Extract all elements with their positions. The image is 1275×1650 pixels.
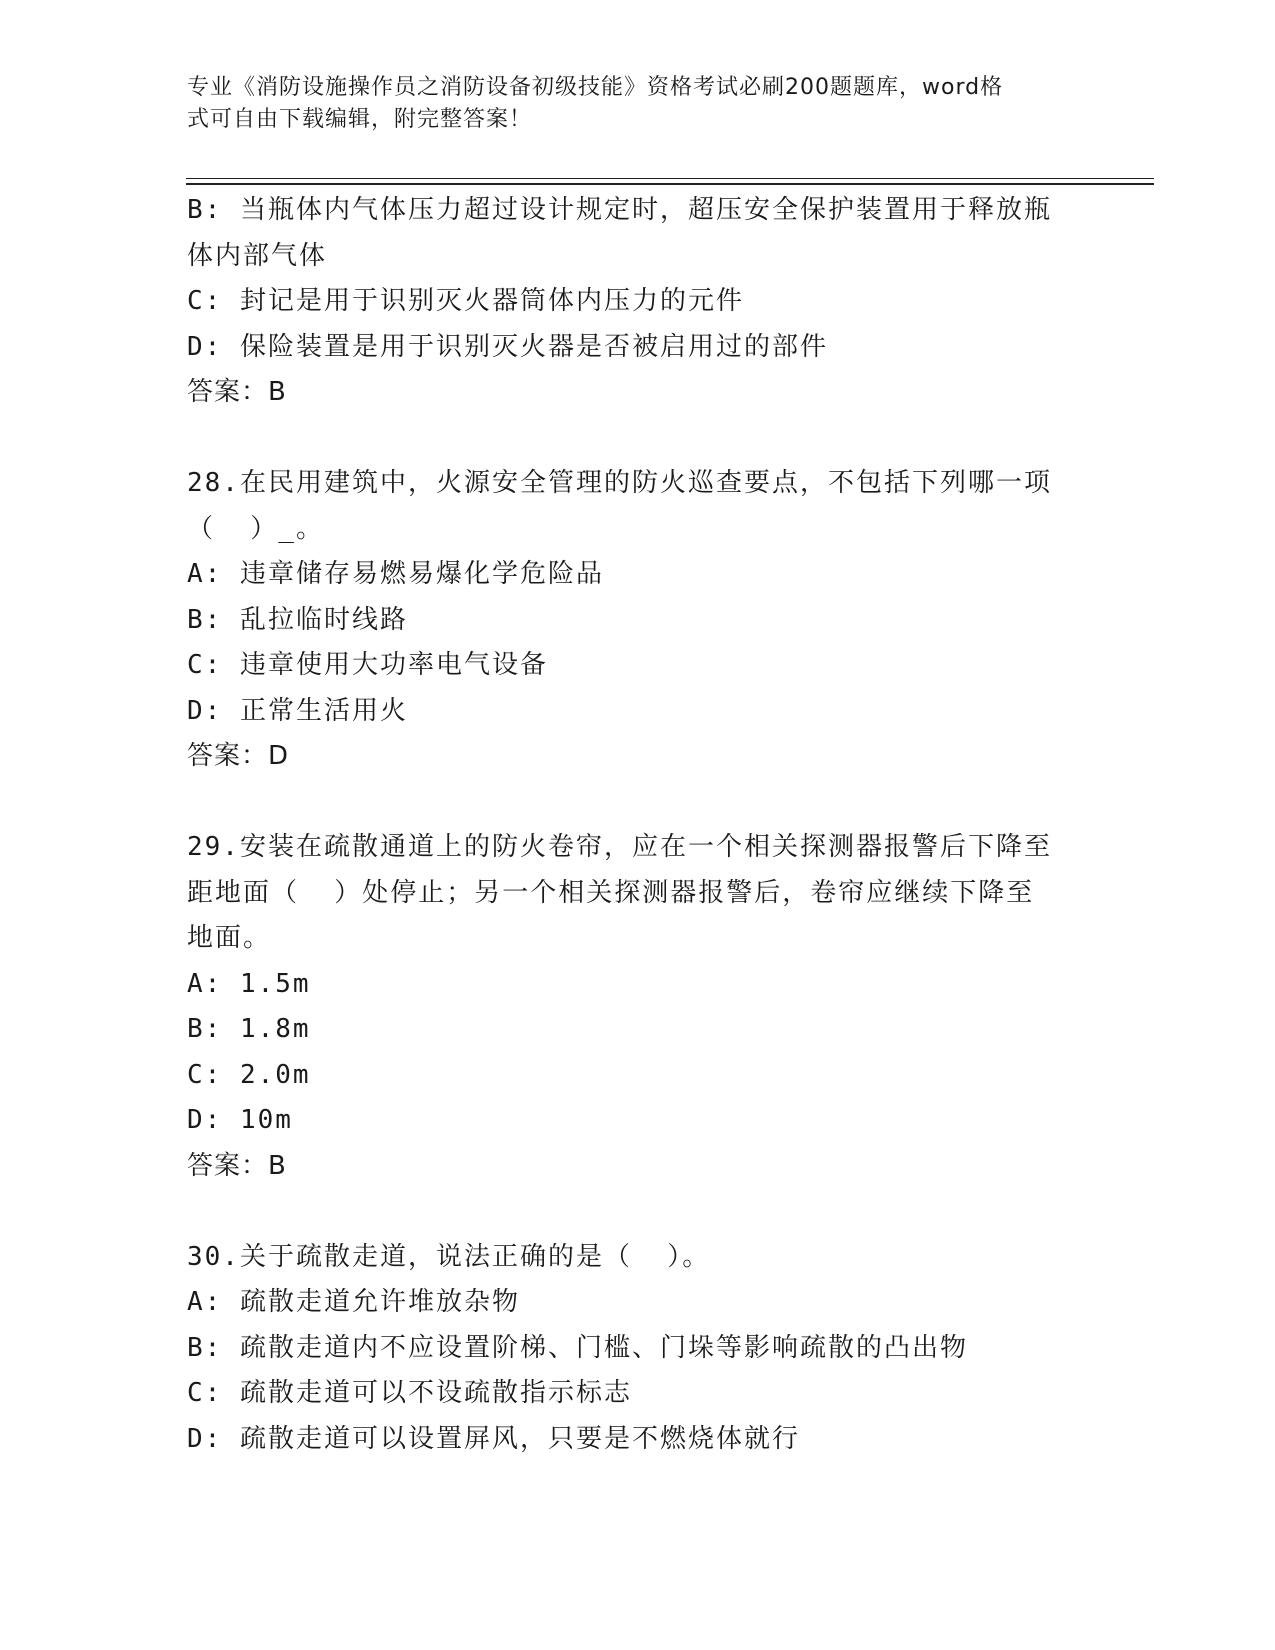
option-d: D: 正常生活用火 (187, 695, 408, 726)
question-29 (187, 825, 1077, 1189)
option-c: C: 封记是用于识别灭火器筒体内压力的元件 (187, 286, 744, 316)
option-d: D: 保险装置是用于识别灭火器是否被启用过的部件 (187, 331, 828, 362)
option-c: C: 违章使用大功率电气设备 (187, 650, 548, 680)
question-stem: 30.关于疏散走道，说法正确的是（ ）。 (187, 1241, 711, 1272)
question-27-tail (187, 188, 1077, 416)
question-28 (187, 461, 1077, 780)
option-b: B: 乱拉临时线路 (187, 604, 408, 635)
question-content (187, 188, 1077, 1462)
option-c: C: 2.0m (187, 1059, 311, 1090)
answer: 答案：B (187, 377, 287, 407)
option-b-line-1: B: 当瓶体内气体压力超过设计规定时，超压安全保护装置用于释放瓶 (187, 195, 1052, 225)
option-a: A: 疏散走道允许堆放杂物 (187, 1287, 520, 1317)
question-stem-line-3: 地面。 (187, 923, 272, 953)
option-b: B: 1.8m (187, 1014, 311, 1044)
spacer (187, 1189, 1077, 1235)
document-header (187, 72, 1067, 136)
question-stem-line-2: 距地面（ ）处停止；另一个相关探测器报警后，卷帘应继续下降至 (187, 877, 1035, 908)
question-stem-line-1: 28.在民用建筑中，火源安全管理的防火巡查要点，不包括下列哪一项 (187, 468, 1052, 498)
option-b-line-2: 体内部气体 (187, 240, 328, 271)
question-30 (187, 1235, 1077, 1463)
question-stem-line-2: （ ）_。 (187, 513, 324, 544)
answer: 答案：B (187, 1150, 287, 1181)
option-a: A: 1.5m (187, 968, 311, 999)
option-b: B: 疏散走道内不应设置阶梯、门槛、门垛等影响疏散的凸出物 (187, 1332, 968, 1363)
option-d: D: 10m (187, 1105, 293, 1135)
answer: 答案：D (187, 741, 290, 771)
header-rule-bottom (186, 183, 1154, 185)
header-line-2: 式可自由下载编辑，附完整答案！ (187, 107, 533, 132)
header-line-1: 专业《消防设施操作员之消防设备初级技能》资格考试必刷200题题库，word格 (187, 75, 1004, 100)
option-a: A: 违章储存易燃易爆化学危险品 (187, 559, 604, 589)
question-stem-line-1: 29.安装在疏散通道上的防火卷帘，应在一个相关探测器报警后下降至 (187, 832, 1052, 862)
option-c: C: 疏散走道可以不设疏散指示标志 (187, 1378, 632, 1408)
spacer (187, 780, 1077, 826)
header-rule-top (186, 178, 1154, 179)
option-d: D: 疏散走道可以设置屏风，只要是不燃烧体就行 (187, 1423, 800, 1454)
spacer (187, 416, 1077, 462)
